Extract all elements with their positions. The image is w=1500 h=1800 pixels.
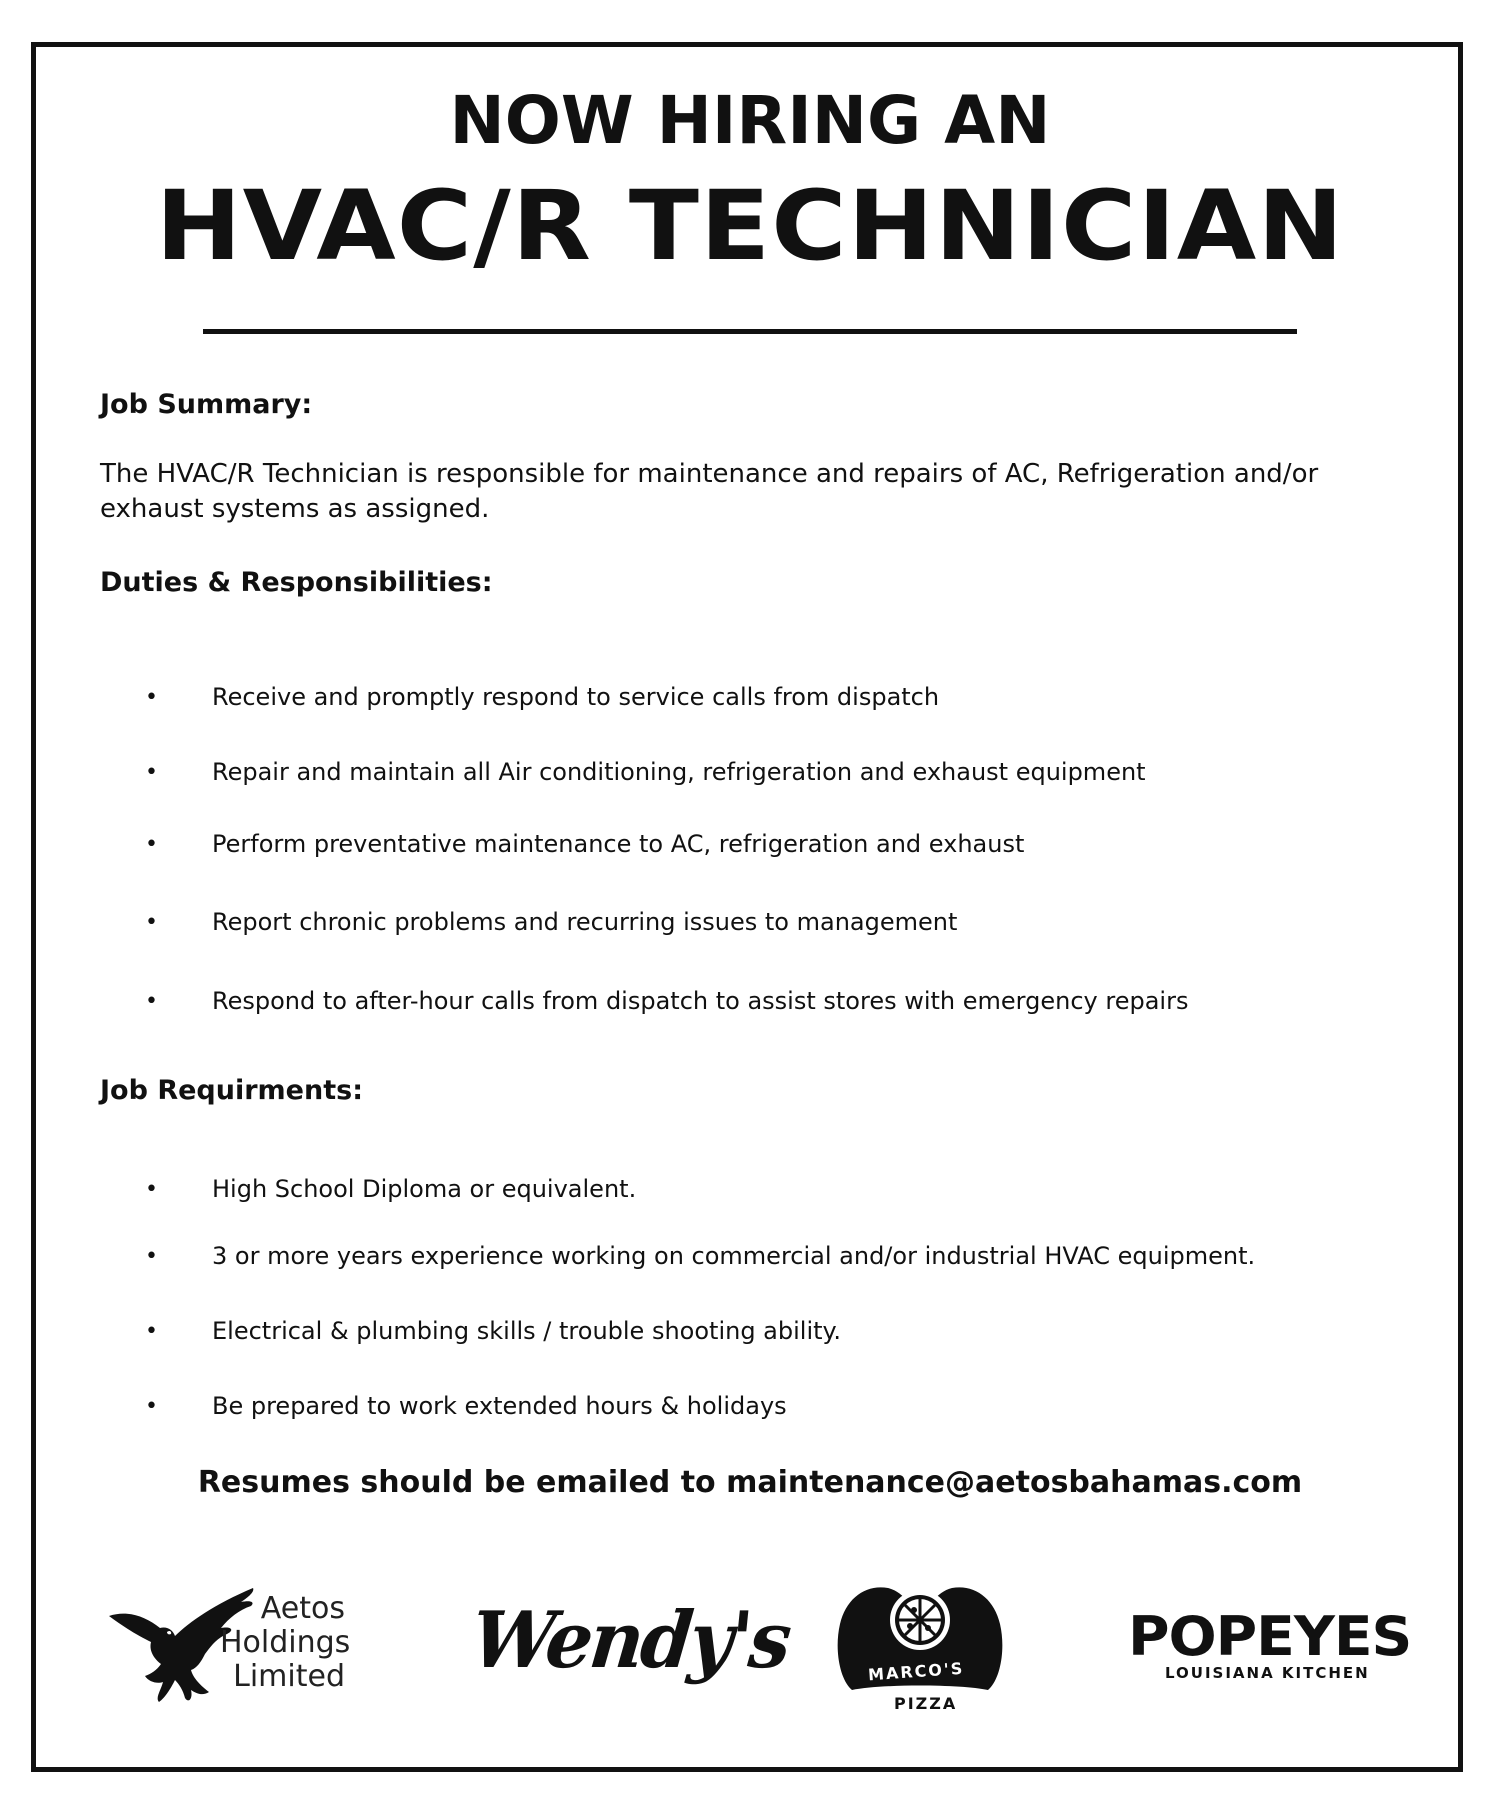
list-item: Report chronic problems and recurring issues to management	[212, 908, 958, 936]
bullet: •	[145, 685, 158, 710]
duties-heading: Duties & Responsibilities:	[100, 567, 493, 598]
headline-job-title: HVAC/R TECHNICIAN	[155, 170, 1345, 282]
bullet: •	[145, 910, 158, 935]
bullet: •	[145, 1177, 158, 1202]
wendys-logo	[460, 1590, 793, 1700]
list-item: Repair and maintain all Air conditioning, refrigeration and exhaust equipment	[212, 758, 1146, 786]
aetos-line-3: Limited	[233, 1659, 345, 1694]
job-summary-text: The HVAC/R Technician is responsible for maintenance and repairs of AC, Refrigeration and/or exhaust systems as assigned.	[100, 459, 1319, 524]
poster-border	[31, 42, 1463, 1772]
popeyes-wordmark: POPEYES	[1128, 1605, 1412, 1668]
bullet: •	[145, 989, 158, 1014]
marcos-pizza-label: PIZZA	[894, 1694, 958, 1713]
list-item: Perform preventative maintenance to AC, refrigeration and exhaust	[212, 830, 1025, 858]
wendys-wordmark: Wendy's	[467, 1595, 793, 1687]
aetos-line-1: Aetos	[260, 1591, 345, 1626]
job-summary-heading: Job Summary:	[100, 389, 313, 420]
marcos-pizza-logo	[830, 1580, 1010, 1720]
bullet: •	[145, 760, 158, 785]
popeyes-logo	[1128, 1605, 1412, 1690]
bullet: •	[145, 832, 158, 857]
bullet: •	[145, 1319, 158, 1344]
list-item: 3 or more years experience working on commercial and/or industrial HVAC equipment.	[212, 1242, 1256, 1270]
pizza-icon	[890, 1590, 950, 1650]
aetos-line-2: Holdings	[220, 1625, 351, 1660]
list-item: Be prepared to work extended hours & holidays	[212, 1392, 787, 1420]
list-item: Receive and promptly respond to service calls from dispatch	[212, 683, 940, 711]
marcos-wordmark: MARCO'S	[867, 1658, 965, 1685]
popeyes-tagline: LOUISIANA KITCHEN	[1165, 1664, 1370, 1682]
resume-email-instruction: Resumes should be emailed to maintenance@aetosbahamas.com	[197, 1465, 1303, 1500]
list-item: High School Diploma or equivalent.	[212, 1175, 637, 1203]
bullet: •	[145, 1244, 158, 1269]
list-item: Electrical & plumbing skills / trouble shooting ability.	[212, 1317, 841, 1345]
bullet: •	[145, 1394, 158, 1419]
list-item: Respond to after-hour calls from dispatch to assist stores with emergency repairs	[212, 987, 1189, 1015]
aetos-logo	[105, 1586, 355, 1706]
headline-now-hiring: NOW HIRING AN	[449, 82, 1051, 159]
requirements-heading: Job Requirments:	[100, 1075, 363, 1106]
divider-rule	[203, 329, 1297, 334]
